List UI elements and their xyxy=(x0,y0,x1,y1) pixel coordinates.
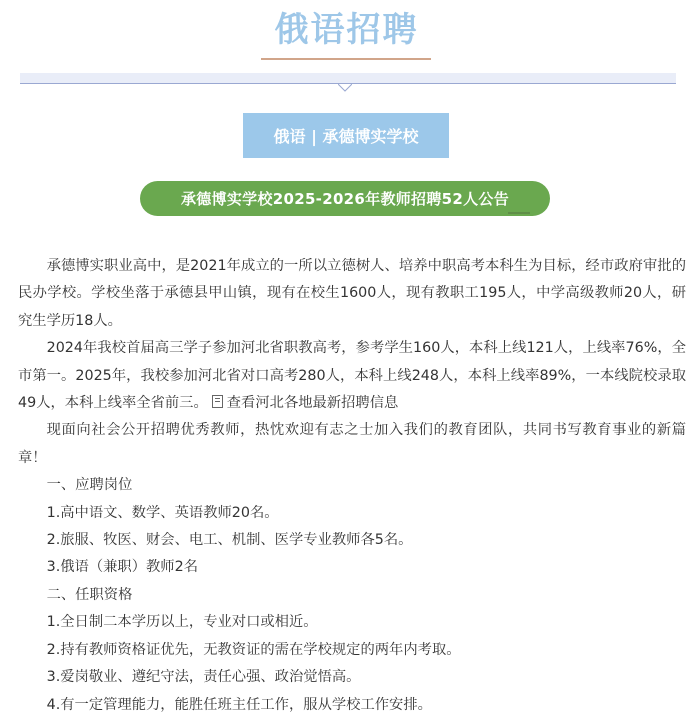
invitation-paragraph: 现面向社会公开招聘优秀教师，热忱欢迎有志之士加入我们的教育团队，共同书写教育事业的新篇章！ xyxy=(18,422,686,466)
qualification-item: 2.持有教师资格证优先，无教资证的需在学校规定的两年内考取。 xyxy=(46,641,461,658)
qualification-item: 4.有一定管理能力，能胜任班主任工作，服从学校工作安排。 xyxy=(46,696,432,713)
link-icon[interactable] xyxy=(212,395,223,408)
position-item: 2.旅服、牧医、财会、电工、机制、医学专业教师各5名。 xyxy=(46,532,413,549)
announcement-banner: 承德博实学校2025-2026年教师招聘52人公告 xyxy=(140,181,550,216)
section-heading-qualifications: 二、任职资格 xyxy=(46,586,133,603)
qualification-item: 3.爱岗敬业、遵纪守法，责任心强、政治觉悟高。 xyxy=(46,669,361,686)
section-header: 俄语 | 承德博实学校 xyxy=(243,113,449,158)
achievement-text: 2024年我校首届高三学子参加河北省职教高考，参考学生160人，本科上线121人，上线率76%，全市第一。2025年，我校参加河北省对口高考280人，本科上线248人，本科上线率89%，一本线院校录取49人，本科上线率全省前三。 xyxy=(18,340,686,412)
position-item: 3.俄语（兼职）教师2名 xyxy=(46,559,199,576)
title-underline xyxy=(261,58,431,60)
banner-accent xyxy=(508,212,530,214)
position-item: 1.高中语文、数学、英语教师20名。 xyxy=(46,504,279,521)
achievement-paragraph xyxy=(18,335,686,417)
intro-paragraph: 承德博实职业高中，是2021年成立的一所以立德树人、培养中职高考本科生为目标，经市政府审批的民办学校。学校坐落于承德县甲山镇，现有在校生1600人，现有教职工195人，中学高级教师20人，研究生学历18人。 xyxy=(18,258,686,329)
divider-chevron-icon xyxy=(338,81,352,95)
page-title: 俄语招聘 xyxy=(274,10,419,50)
recruitment-info-link[interactable]: 查看河北各地最新招聘信息 xyxy=(226,395,399,412)
section-heading-positions: 一、应聘岗位 xyxy=(46,477,133,494)
article-body xyxy=(18,253,686,719)
qualification-item: 1.全日制二本学历以上，专业对口或相近。 xyxy=(46,614,318,631)
